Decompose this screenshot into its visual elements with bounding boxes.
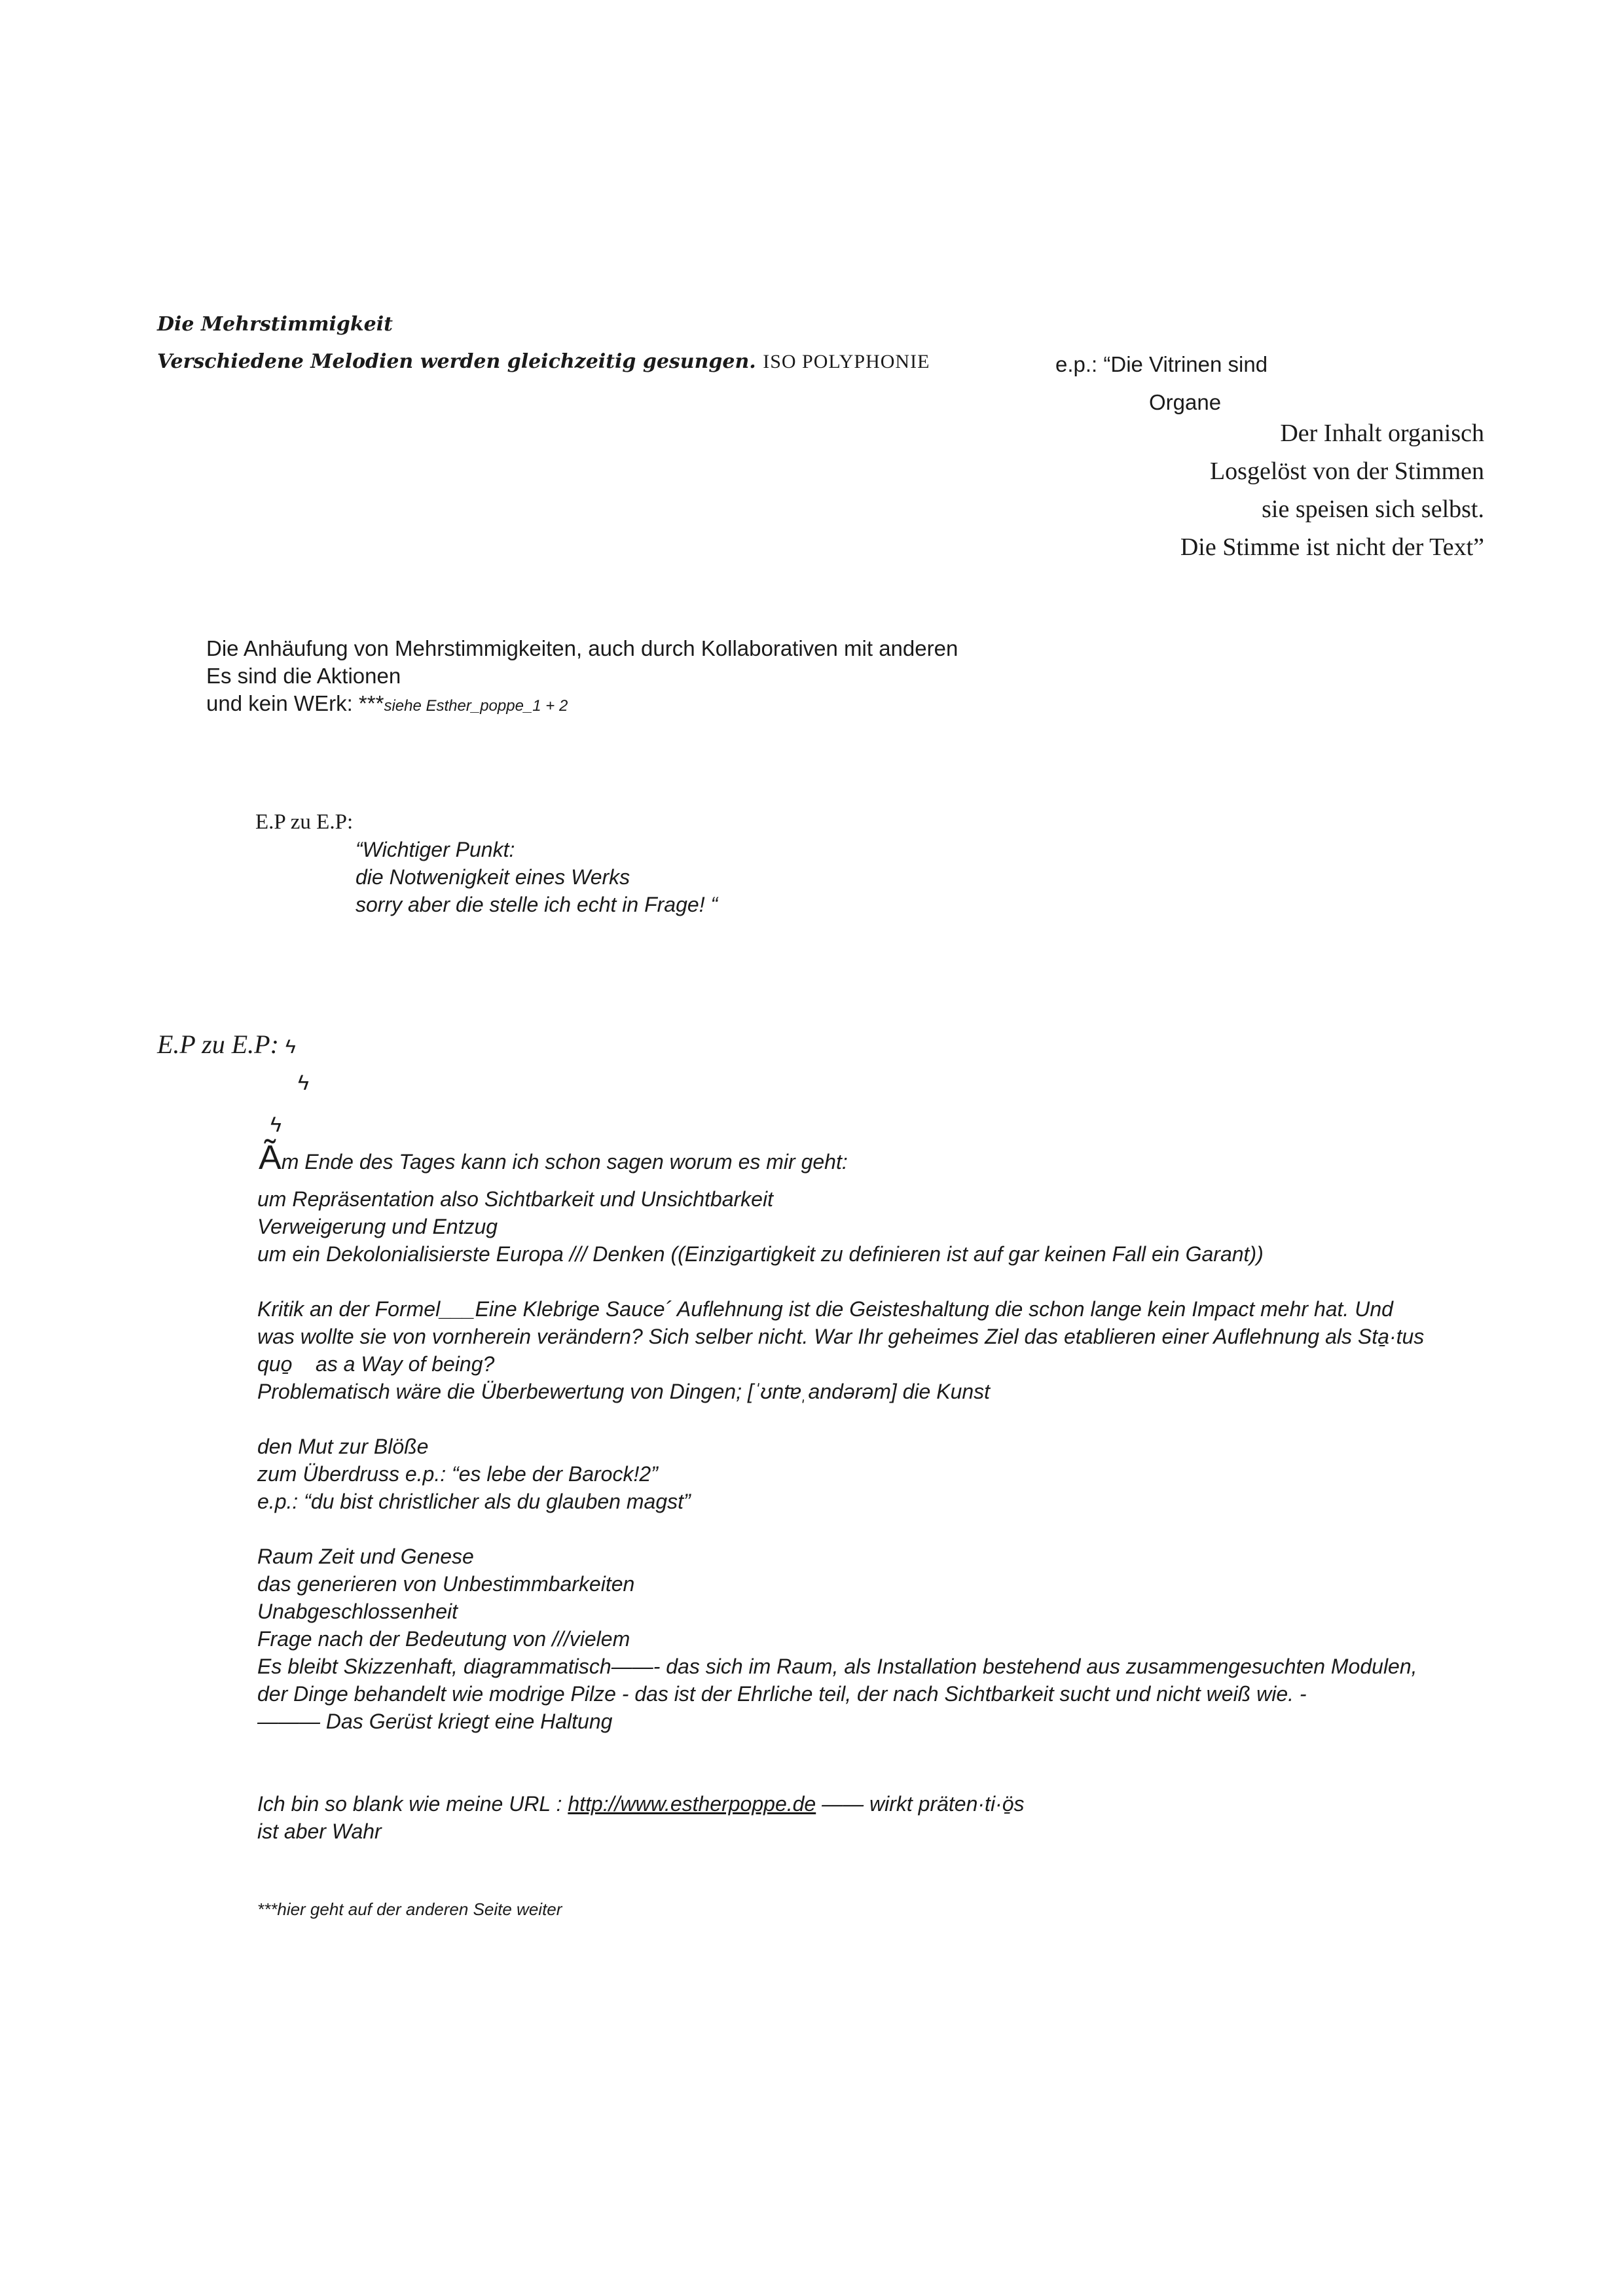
url-line <box>257 1792 1025 1816</box>
para4-line: Unabgeschlossenheit <box>257 1600 458 1623</box>
quote-line-6: Die Stimme ist nicht der Text” <box>1180 533 1484 561</box>
page-title: Die Mehrstimmigkeit <box>157 313 393 336</box>
para1-line: um Repräsentation also Sichtbarkeit und Unsichtbarkeit <box>257 1187 773 1211</box>
block1-line3-text: und kein WErk: *** <box>206 691 384 715</box>
block2-heading: E.P zu E.P: <box>255 810 354 834</box>
para3-line: e.p.: “du bist christlicher als du glauben magst” <box>257 1490 691 1513</box>
block3-heading-text: E.P zu E.P: <box>157 1030 279 1059</box>
block1-note: siehe Esther_poppe_1 + 2 <box>384 697 568 715</box>
url-prefix: Ich bin so blank wie meine URL : <box>257 1792 568 1816</box>
para4-line: ——— Das Gerüst kriegt eine Haltung <box>257 1710 613 1733</box>
footnote: ***hier geht auf der anderen Seite weiter <box>257 1899 562 1919</box>
website-link[interactable]: http://www.estherpoppe.de <box>568 1792 816 1816</box>
para1-line: m Ende des Tages kann ich schon sagen worum es mir geht: <box>281 1150 848 1174</box>
para4-line: Raum Zeit und Genese <box>257 1545 474 1568</box>
para4-line: das generieren von Unbestimmbarkeiten <box>257 1572 635 1596</box>
lightning-icon: ϟ <box>298 1071 309 1094</box>
block3-heading <box>157 1029 296 1060</box>
block1-line1: Die Anhäufung von Mehrstimmigkeiten, auch durch Kollaborativen mit anderen <box>206 636 958 660</box>
quote-line-5: sie speisen sich selbst. <box>1262 495 1484 523</box>
lightning-icon: ϟ <box>270 1113 282 1136</box>
para2-line: Kritik an der Formel___Eine Klebrige Sauce´ Auflehnung ist die Geisteshaltung die schon lange kein Impact mehr hat. Und <box>257 1297 1393 1321</box>
quote-line-4: Losgelöst von der Stimmen <box>1209 457 1484 485</box>
quote-line-organe: Organe <box>1149 390 1222 414</box>
quote-intro: e.p.: “Die Vitrinen sind <box>1055 352 1268 376</box>
drop-initial: Ã <box>259 1139 282 1177</box>
para3-line: den Mut zur Blöße <box>257 1435 429 1458</box>
para2-line: Problematisch wäre die Überbewertung von Dingen; [ˈʊntɐˌandərəm] die Kunst <box>257 1380 991 1403</box>
para1-line: Verweigerung und Entzug <box>257 1215 498 1238</box>
block2-line2: die Notwenigkeit eines Werks <box>356 865 630 889</box>
block2-line1: “Wichtiger Punkt: <box>356 838 515 861</box>
url-suffix: —— wirkt präten·ti·ö̱s <box>816 1792 1025 1816</box>
block1-line2: Es sind die Aktionen <box>206 664 401 688</box>
quote-line-3: Der Inhalt organisch <box>1280 420 1484 447</box>
para2-line: quo̱ as a Way of being? <box>257 1352 495 1376</box>
subtitle-text: Verschiedene Melodien werden gleichzeitig gesungen. <box>157 350 756 373</box>
block3-para1 <box>259 1139 848 1177</box>
block1-line3 <box>206 691 568 716</box>
subtitle-caps: ISO POLYPHONIE <box>763 351 930 372</box>
para3-line: zum Überdruss e.p.: “es lebe der Barock!2” <box>257 1462 658 1486</box>
para4-line: der Dinge behandelt wie modrige Pilze - das ist der Ehrliche teil, der nach Sichtbarkeit sucht und nicht weiß wie. - <box>257 1682 1307 1706</box>
lightning-icon: ϟ <box>285 1036 296 1058</box>
para2-line: was wollte sie von vornherein verändern? Sich selber nicht. War Ihr geheimes Ziel das etablieren einer Auflehnung als Sta̱·tus <box>257 1325 1425 1348</box>
para1-line: um ein Dekolonialisierste Europa /// Denken ((Einzigartigkeit zu definieren ist auf gar keinen Fall ein Garant)) <box>257 1242 1264 1266</box>
url-line-2: ist aber Wahr <box>257 1820 382 1843</box>
para4-line: Es bleibt Skizzenhaft, diagrammatisch——- das sich im Raum, als Installation bestehend aus zusammengesuchten Modulen, <box>257 1655 1417 1678</box>
page-subtitle <box>157 350 930 373</box>
para4-line: Frage nach der Bedeutung von ///vielem <box>257 1627 630 1651</box>
block2-line3: sorry aber die stelle ich echt in Frage! “ <box>356 893 718 916</box>
